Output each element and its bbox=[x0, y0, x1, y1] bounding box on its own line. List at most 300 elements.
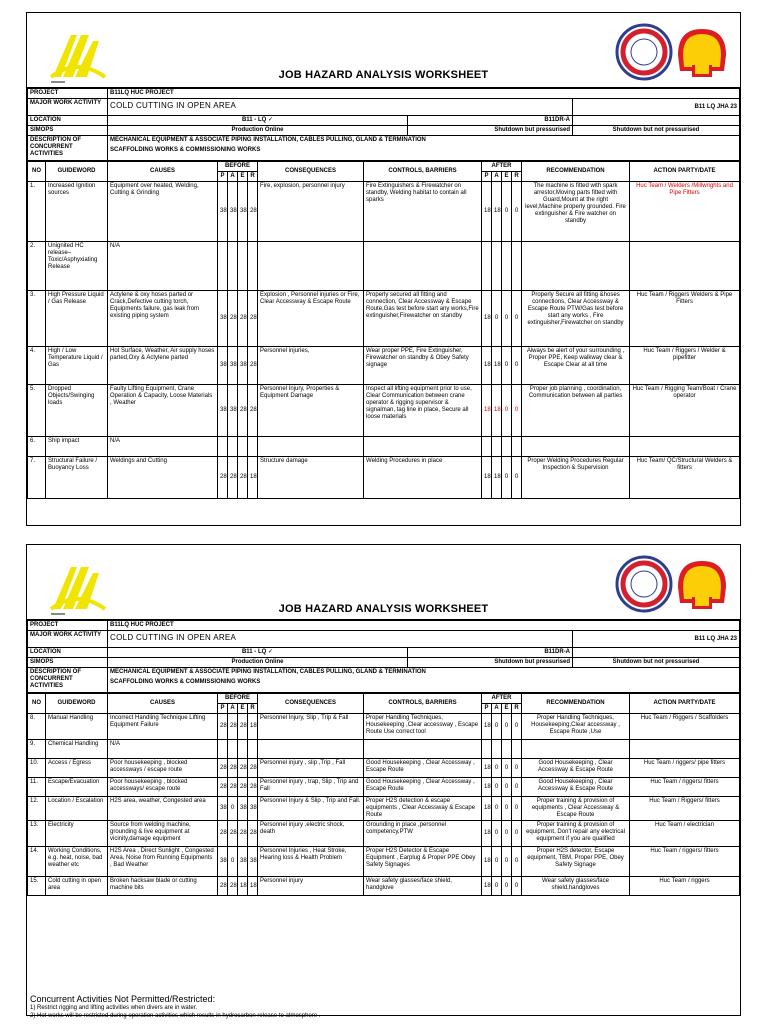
causes: Faulty Lifting Equipment, Crane Operation & Capacity, Loose Materials , Weather bbox=[108, 385, 218, 437]
action-party: Huc Team / riggers/ fitters bbox=[630, 778, 740, 797]
before-r: 28 bbox=[248, 385, 258, 437]
before-a: 38 bbox=[228, 347, 238, 385]
before-e bbox=[238, 437, 248, 457]
before-a: 38 bbox=[228, 385, 238, 437]
simops-label: SIMOPS bbox=[28, 126, 108, 136]
header-no: NO bbox=[28, 162, 46, 182]
hazard-row bbox=[28, 437, 740, 457]
after-a: 0 bbox=[492, 821, 502, 847]
after-p bbox=[482, 740, 492, 759]
after-a: 18 bbox=[492, 347, 502, 385]
causes: Poor housekeeping , blocked accessways/ escape route bbox=[108, 778, 218, 797]
guideword: Structural Failure / Buoyancy Loss bbox=[46, 457, 108, 499]
after-e: 0 bbox=[502, 182, 512, 242]
controls: Grounding in place ,personnel competency,PTW bbox=[364, 821, 482, 847]
before-r: 38 bbox=[248, 847, 258, 877]
header-after: AFTER bbox=[482, 694, 522, 704]
action-party: Huc Team / Riggers Welders & Pipe Fitters bbox=[630, 291, 740, 347]
project-label: PROJECT bbox=[28, 621, 108, 631]
hazard-row bbox=[28, 740, 740, 759]
after-a bbox=[492, 437, 502, 457]
before-p bbox=[218, 437, 228, 457]
consequences: Personnel injury , slip ,Trip , Fall bbox=[258, 759, 364, 778]
header-after: AFTER bbox=[482, 162, 522, 172]
after-r: 0 bbox=[512, 821, 522, 847]
after-p: 18 bbox=[482, 457, 492, 499]
location-row bbox=[28, 648, 740, 658]
before-e: 18 bbox=[238, 877, 248, 896]
causes: Broken hacksaw blade or cutting machine bits bbox=[108, 877, 218, 896]
after-r bbox=[512, 437, 522, 457]
header-causes: CAUSES bbox=[108, 694, 218, 714]
causes: Actylene & oxy hoses parted or Crack,Defective cutting torch, Equipments failure, gas leak from existing piping system bbox=[108, 291, 218, 347]
project-row bbox=[28, 89, 740, 99]
description-row bbox=[28, 136, 740, 161]
header-subrow: P A E R P A E R bbox=[28, 172, 740, 182]
before-r: 38 bbox=[248, 797, 258, 821]
hazard-row bbox=[28, 847, 740, 877]
consequences: Explosion , Personnel injuries or Fire, Clear Accessway & Escape Route bbox=[258, 291, 364, 347]
project-row bbox=[28, 621, 740, 631]
row-number: 12. bbox=[28, 797, 46, 821]
header-subrow: P A E R P A E R bbox=[28, 704, 740, 714]
project-label: PROJECT bbox=[28, 89, 108, 99]
causes: Equipment over heated, Welding, Cutting & Grinding bbox=[108, 182, 218, 242]
description-value: MECHANICAL EQUIPMENT & ASSOCIATE PIPING INSTALLATION, CABLES PULLING, GLAND & TERMINATION SCAFFOLDING WORKS & COMMISSIONING WORKS bbox=[108, 668, 740, 693]
hazard-row bbox=[28, 821, 740, 847]
after-e: 0 bbox=[502, 759, 512, 778]
before-r bbox=[248, 242, 258, 291]
after-p: 18 bbox=[482, 759, 492, 778]
header-row bbox=[28, 694, 740, 704]
jha-worksheet-2 bbox=[26, 544, 741, 1016]
after-p: 18 bbox=[482, 182, 492, 242]
before-a: 28 bbox=[228, 778, 238, 797]
hazard-row bbox=[28, 385, 740, 437]
consequences: Fire, explosion, personnel injury bbox=[258, 182, 364, 242]
guideword: Manual Handling bbox=[46, 714, 108, 740]
before-p bbox=[218, 242, 228, 291]
recommendation: Properly Secure all fitting &hoses connections, Clear Accessway & Escape Route PTW/Gas test before start any works , Fire extinguisher,Firewatcher on standby bbox=[522, 291, 630, 347]
recommendation: Proper Handling Techniques, Housekeeping,Clear accessway , Escape Route ,Use bbox=[522, 714, 630, 740]
project-value: B11LQ HUC PROJECT bbox=[108, 89, 740, 99]
consequences: Personnel injury , trap, Slip , Trip and Fall bbox=[258, 778, 364, 797]
after-a bbox=[492, 740, 502, 759]
guideword: Access / Egress bbox=[46, 759, 108, 778]
after-r bbox=[512, 740, 522, 759]
guideword: Dropped Objects/Swinging loads bbox=[46, 385, 108, 437]
hazard-row bbox=[28, 778, 740, 797]
before-a: 28 bbox=[228, 714, 238, 740]
before-e: 28 bbox=[238, 778, 248, 797]
guideword: Working Conditions, e.g. heat, noise, bad weather etc bbox=[46, 847, 108, 877]
consequences: Personnel Injury, Properties & Equipment Damage bbox=[258, 385, 364, 437]
major-activity-label: MAJOR WORK ACTIVITY bbox=[28, 631, 108, 648]
after-r: 0 bbox=[512, 877, 522, 896]
before-a: 0 bbox=[228, 797, 238, 821]
after-e: 0 bbox=[502, 797, 512, 821]
hazard-table bbox=[27, 693, 740, 896]
before-e: 28 bbox=[238, 821, 248, 847]
causes: H2S Area , Direct Sunlight , Congested Area, Noise from Running Equipments , Bad Weather bbox=[108, 847, 218, 877]
description-label: DESCRIPTION OF CONCURRENT ACTIVITIES bbox=[28, 668, 108, 693]
before-a: 28 bbox=[228, 457, 238, 499]
before-a: 28 bbox=[228, 821, 238, 847]
after-p: 18 bbox=[482, 847, 492, 877]
after-r: 0 bbox=[512, 347, 522, 385]
hazard-table bbox=[27, 161, 740, 499]
consequences: Personnel Injuries , Heat Stroke, Hearing loss & Health Problem bbox=[258, 847, 364, 877]
simops-shutdown-not-pressurised: Shutdown but not pressurised bbox=[573, 658, 740, 668]
controls: Wear safety glasses/face shield, handglove bbox=[364, 877, 482, 896]
guideword: Electricity bbox=[46, 821, 108, 847]
worksheet-title: JOB HAZARD ANALYSIS WORKSHEET bbox=[278, 603, 489, 615]
after-p: 18 bbox=[482, 347, 492, 385]
guideword: High Pressure Liquid / Gas Release bbox=[46, 291, 108, 347]
before-p: 38 bbox=[218, 291, 228, 347]
action-party: Huc Team / Riggers / Welder & pipefitter bbox=[630, 347, 740, 385]
footer-line-1: 1) Restrict rigging and lifting activities when divers are in water. bbox=[30, 1005, 198, 1011]
controls: Properly secured all fitting and connection, Clear Accessway & Escape Route,Gas test before start any works,Fire extinguisher,Firewatcher on standby bbox=[364, 291, 482, 347]
header-guideword: GUIDEWORD bbox=[46, 162, 108, 182]
action-party: Huc Team / riggers/ pipe fitters bbox=[630, 759, 740, 778]
simops-row bbox=[28, 658, 740, 668]
simops-shutdown-pressurised: Shutdown but pressurised bbox=[408, 658, 573, 668]
header-action-party: ACTION PARTY/DATE bbox=[630, 162, 740, 182]
row-number: 9. bbox=[28, 740, 46, 759]
action-party bbox=[630, 740, 740, 759]
worksheet-header bbox=[27, 13, 740, 88]
before-r: 28 bbox=[248, 291, 258, 347]
location-b: B11DR-A bbox=[408, 116, 573, 126]
consequences bbox=[258, 437, 364, 457]
before-p: 28 bbox=[218, 877, 228, 896]
hazard-row bbox=[28, 291, 740, 347]
before-p: 28 bbox=[218, 714, 228, 740]
action-party: Huc Team / electrician bbox=[630, 821, 740, 847]
location-b: B11DR-A bbox=[408, 648, 573, 658]
controls: Fire Extinguishers & Firewatcher on standby, Welding habitat to contain all sparks bbox=[364, 182, 482, 242]
simops-production-online: Production Online bbox=[108, 658, 408, 668]
before-e: 28 bbox=[238, 457, 248, 499]
before-e: 28 bbox=[238, 714, 248, 740]
major-activity-value: COLD CUTTING IN OPEN AREA bbox=[108, 631, 573, 648]
after-a: 0 bbox=[492, 759, 502, 778]
before-p bbox=[218, 740, 228, 759]
after-e bbox=[502, 740, 512, 759]
recommendation: Good Housekeeping , Clear Accessway & Escape Route bbox=[522, 778, 630, 797]
row-number: 13. bbox=[28, 821, 46, 847]
after-e bbox=[502, 242, 512, 291]
header-consequences: CONSEQUENCES bbox=[258, 694, 364, 714]
hazard-row bbox=[28, 457, 740, 499]
guideword: Escape/Evacuation bbox=[46, 778, 108, 797]
row-number: 15. bbox=[28, 877, 46, 896]
before-p: 38 bbox=[218, 797, 228, 821]
before-a bbox=[228, 740, 238, 759]
header-action-party: ACTION PARTY/DATE bbox=[630, 694, 740, 714]
action-party: Huc Team / riggers bbox=[630, 877, 740, 896]
location-label: LOCATION bbox=[28, 116, 108, 126]
recommendation bbox=[522, 437, 630, 457]
major-activity-row bbox=[28, 99, 740, 116]
causes: N/A bbox=[108, 242, 218, 291]
after-r: 0 bbox=[512, 714, 522, 740]
causes: Hot Surface, Weather, Air supply hoses parted,Oxy & Actylene parted bbox=[108, 347, 218, 385]
causes: H2S area, weather, Congested area bbox=[108, 797, 218, 821]
action-party: Huc Team / Rigging Team/Boat / Crane operator bbox=[630, 385, 740, 437]
row-number: 10. bbox=[28, 759, 46, 778]
row-number: 1. bbox=[28, 182, 46, 242]
location-row bbox=[28, 116, 740, 126]
after-p bbox=[482, 242, 492, 291]
controls bbox=[364, 242, 482, 291]
before-a bbox=[228, 242, 238, 291]
after-p: 18 bbox=[482, 291, 492, 347]
before-e: 28 bbox=[238, 291, 248, 347]
causes: N/A bbox=[108, 437, 218, 457]
before-a: 28 bbox=[228, 291, 238, 347]
before-e: 28 bbox=[238, 385, 248, 437]
recommendation: Always be alert of your surrounding , Proper PPE, Keep walkway clear & Escape Clear at all time bbox=[522, 347, 630, 385]
hazard-row bbox=[28, 797, 740, 821]
before-p: 38 bbox=[218, 847, 228, 877]
after-a: 0 bbox=[492, 797, 502, 821]
footer-line-2: 2) Hot works will be restricted during operation activities which results in hydrocarbon release to atmosphere . bbox=[30, 1013, 321, 1019]
row-number: 6. bbox=[28, 437, 46, 457]
after-r: 0 bbox=[512, 759, 522, 778]
after-r: 0 bbox=[512, 457, 522, 499]
before-r: 28 bbox=[248, 778, 258, 797]
header-consequences: CONSEQUENCES bbox=[258, 162, 364, 182]
hazard-row bbox=[28, 877, 740, 896]
recommendation: Wear safety glasses/face shield,handgloves bbox=[522, 877, 630, 896]
action-party bbox=[630, 437, 740, 457]
before-e: 38 bbox=[238, 182, 248, 242]
header-before: BEFORE bbox=[218, 162, 258, 172]
controls: Welding Procedures in place bbox=[364, 457, 482, 499]
after-e: 0 bbox=[502, 778, 512, 797]
consequences: Personnel injury ,electric shock, death bbox=[258, 821, 364, 847]
simops-shutdown-not-pressurised: Shutdown but not pressurised bbox=[573, 126, 740, 136]
before-e: 38 bbox=[238, 797, 248, 821]
controls: Wear proper PPE, Fire Extinguisher, Firewatcher on standby & Obey Safety signage bbox=[364, 347, 482, 385]
recommendation: Proper training & provision of equipments , Clear Accessway & Escape Route bbox=[522, 797, 630, 821]
action-party: Huc Team / Welders /Millwrights and Pipe Fitters bbox=[630, 182, 740, 242]
header-causes: CAUSES bbox=[108, 162, 218, 182]
after-a: 0 bbox=[492, 847, 502, 877]
before-r: 18 bbox=[248, 877, 258, 896]
hazard-row bbox=[28, 242, 740, 291]
row-number: 14. bbox=[28, 847, 46, 877]
header-guideword: GUIDEWORD bbox=[46, 694, 108, 714]
simops-production-online: Production Online bbox=[108, 126, 408, 136]
worksheet-meta bbox=[27, 88, 740, 161]
recommendation: Good Housekeeping , Clear Accessway & Escape Route bbox=[522, 759, 630, 778]
header-controls: CONTROLS, BARRIERS bbox=[364, 162, 482, 182]
after-a: 0 bbox=[492, 877, 502, 896]
before-a bbox=[228, 437, 238, 457]
consequences bbox=[258, 242, 364, 291]
before-r: 18 bbox=[248, 457, 258, 499]
guideword: Location / Escalation bbox=[46, 797, 108, 821]
jha-worksheet-1 bbox=[26, 12, 741, 526]
causes: Weldings and Cutting bbox=[108, 457, 218, 499]
before-p: 28 bbox=[218, 759, 228, 778]
action-party bbox=[630, 242, 740, 291]
before-p: 28 bbox=[218, 457, 228, 499]
major-activity-label: MAJOR WORK ACTIVITY bbox=[28, 99, 108, 116]
before-a: 28 bbox=[228, 759, 238, 778]
before-p: 38 bbox=[218, 385, 228, 437]
before-e: 38 bbox=[238, 347, 248, 385]
after-r: 0 bbox=[512, 182, 522, 242]
before-a: 28 bbox=[228, 877, 238, 896]
controls: Proper Handling Techniques, Housekeeping ,Clear accessway , Escape Route Use correct tool bbox=[364, 714, 482, 740]
consequences bbox=[258, 740, 364, 759]
guideword: Unignited HC release– Toxic/Asphyxiating Release bbox=[46, 242, 108, 291]
reference-number: B11 LQ JHA 23 bbox=[573, 99, 740, 116]
after-a: 0 bbox=[492, 778, 502, 797]
before-p: 28 bbox=[218, 821, 228, 847]
footer-notes bbox=[30, 994, 320, 1020]
simops-label: SIMOPS bbox=[28, 658, 108, 668]
controls: Good Housekeeping , Clear Accessway , Escape Route bbox=[364, 778, 482, 797]
causes: Poor housekeeping , blocked accessways / escape route bbox=[108, 759, 218, 778]
before-p: 38 bbox=[218, 182, 228, 242]
consequences: Personnel injuries, bbox=[258, 347, 364, 385]
guideword: High / Low Temperature Liquid / Gas bbox=[46, 347, 108, 385]
after-a: 18 bbox=[492, 457, 502, 499]
header-row bbox=[28, 162, 740, 172]
row-number: 2. bbox=[28, 242, 46, 291]
row-number: 3. bbox=[28, 291, 46, 347]
after-e: 0 bbox=[502, 877, 512, 896]
causes: N/A bbox=[108, 740, 218, 759]
location-a: B11 - LQ ✓ bbox=[108, 116, 408, 126]
after-a: 0 bbox=[492, 714, 502, 740]
after-e: 0 bbox=[502, 821, 512, 847]
after-r: 0 bbox=[512, 778, 522, 797]
after-e bbox=[502, 437, 512, 457]
action-party: Huc Team/ QC/Structural Welders & fitters bbox=[630, 457, 740, 499]
row-number: 8. bbox=[28, 714, 46, 740]
controls: Proper H2S detection & escape equipments , Clear Accessway & Escape Route bbox=[364, 797, 482, 821]
action-party: Huc Team / Riggers / Scaffolders bbox=[630, 714, 740, 740]
before-r bbox=[248, 740, 258, 759]
after-e: 0 bbox=[502, 714, 512, 740]
check-icon: ✓ bbox=[267, 649, 274, 655]
after-a: 18 bbox=[492, 385, 502, 437]
after-r: 0 bbox=[512, 291, 522, 347]
shell-logo bbox=[678, 561, 726, 609]
header-controls: CONTROLS, BARRIERS bbox=[364, 694, 482, 714]
recommendation: Proper H2S detector, Escape equipment, TBM, Proper PPE, Obey Safety Signage bbox=[522, 847, 630, 877]
recommendation: Proper Welding Procedures Regular Inspection & Supervision bbox=[522, 457, 630, 499]
causes: Incorrect Handling Technique Lifting Equipment Failure bbox=[108, 714, 218, 740]
row-number: 7. bbox=[28, 457, 46, 499]
header-no: NO bbox=[28, 694, 46, 714]
after-r bbox=[512, 242, 522, 291]
header-recommendation: RECOMMENDATION bbox=[522, 694, 630, 714]
consequences: Structure damage bbox=[258, 457, 364, 499]
action-party: Huc Team / riggers/ fitters bbox=[630, 847, 740, 877]
after-e: 0 bbox=[502, 291, 512, 347]
project-value: B11LQ HUC PROJECT bbox=[108, 621, 740, 631]
guideword: Chemical Handling bbox=[46, 740, 108, 759]
after-p: 18 bbox=[482, 778, 492, 797]
before-e bbox=[238, 242, 248, 291]
after-p: 18 bbox=[482, 877, 492, 896]
before-p: 28 bbox=[218, 778, 228, 797]
controls: Good Housekeeping , Clear Accessway , Escape Route bbox=[364, 759, 482, 778]
reference-number: B11 LQ JHA 23 bbox=[573, 631, 740, 648]
after-e: 0 bbox=[502, 457, 512, 499]
before-r: 28 bbox=[248, 347, 258, 385]
recommendation: Proper training & provision of equipment, Don't repair any electrical equipment if you are qualified bbox=[522, 821, 630, 847]
row-number: 5. bbox=[28, 385, 46, 437]
before-a: 38 bbox=[228, 182, 238, 242]
before-r: 28 bbox=[248, 821, 258, 847]
after-r: 0 bbox=[512, 847, 522, 877]
before-e: 38 bbox=[238, 847, 248, 877]
before-e: 28 bbox=[238, 759, 248, 778]
before-r: 18 bbox=[248, 714, 258, 740]
worksheet-meta bbox=[27, 620, 740, 693]
recommendation bbox=[522, 242, 630, 291]
after-p: 18 bbox=[482, 821, 492, 847]
location-a: B11 - LQ ✓ bbox=[108, 648, 408, 658]
causes: Source from welding machine, grounding & live equipment at vicinity,damage equipment bbox=[108, 821, 218, 847]
row-number: 4. bbox=[28, 347, 46, 385]
simops-shutdown-pressurised: Shutdown but pressurised bbox=[408, 126, 573, 136]
worksheet-title: JOB HAZARD ANALYSIS WORKSHEET bbox=[278, 69, 489, 81]
check-icon: ✓ bbox=[267, 117, 274, 123]
after-e: 0 bbox=[502, 347, 512, 385]
consequences: Personnel injury bbox=[258, 877, 364, 896]
after-e: 0 bbox=[502, 847, 512, 877]
after-p: 18 bbox=[482, 714, 492, 740]
controls: Proper H2S Detector & Escape Equipment , Earplug & Proper PPE Obey Safety Signages bbox=[364, 847, 482, 877]
major-activity-row bbox=[28, 631, 740, 648]
guideword: Cold cutting in open area bbox=[46, 877, 108, 896]
consequences: Personnel Injury & Slip , Trip and Fall. bbox=[258, 797, 364, 821]
after-a: 18 bbox=[492, 182, 502, 242]
location-label: LOCATION bbox=[28, 648, 108, 658]
footer-heading: Concurrent Activities Not Permitted/Restricted: bbox=[30, 994, 216, 1004]
hazard-row bbox=[28, 759, 740, 778]
hazard-row bbox=[28, 714, 740, 740]
description-label: DESCRIPTION OF CONCURRENT ACTIVITIES bbox=[28, 136, 108, 161]
simops-row bbox=[28, 126, 740, 136]
action-party: Huc Team / Riggers/ fitters bbox=[630, 797, 740, 821]
description-row bbox=[28, 668, 740, 693]
header-before: BEFORE bbox=[218, 694, 258, 704]
after-e: 0 bbox=[502, 385, 512, 437]
row-number: 11. bbox=[28, 778, 46, 797]
after-r: 0 bbox=[512, 385, 522, 437]
controls: Inspect all lifting equipment prior to use, Clear Communication between crane operator & rigging supervisor & signalman, tag line in place, Secure all loose materials bbox=[364, 385, 482, 437]
before-p: 38 bbox=[218, 347, 228, 385]
after-a bbox=[492, 242, 502, 291]
controls bbox=[364, 740, 482, 759]
recommendation: Proper job planning , coordination, Communication between all parties bbox=[522, 385, 630, 437]
guideword: Increased Ignition sources bbox=[46, 182, 108, 242]
recommendation: The machine is fitted with spark arrestor,Moving parts fitted with Guard,Mount at the right level,Machine properly grounded. Fire extinguisher & Fire watcher on standby bbox=[522, 182, 630, 242]
after-p: 18 bbox=[482, 797, 492, 821]
hazard-row bbox=[28, 347, 740, 385]
after-a: 0 bbox=[492, 291, 502, 347]
